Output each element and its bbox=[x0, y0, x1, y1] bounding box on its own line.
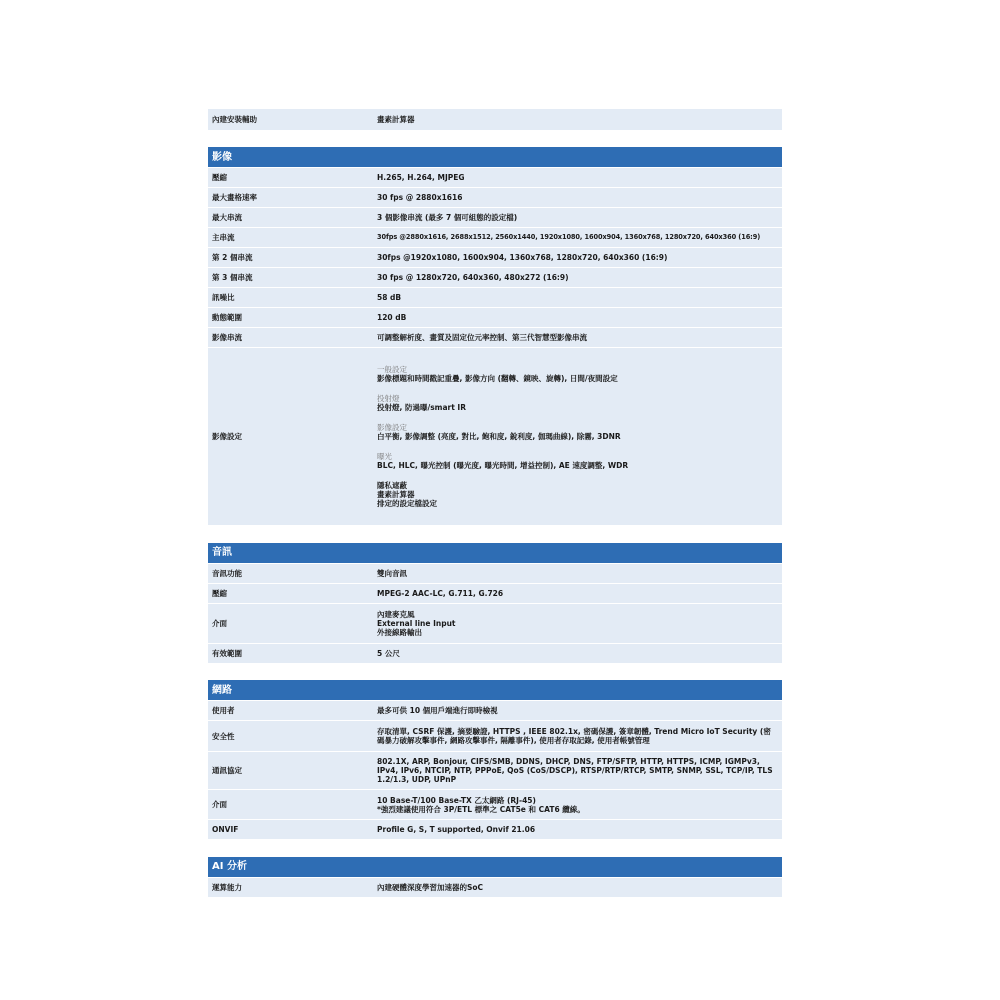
sub-value: 內建麥克風 bbox=[377, 609, 415, 619]
spec-row bbox=[208, 188, 782, 208]
spec-value bbox=[373, 790, 782, 820]
spec-value: 3 個影像串流 (最多 7 個可組態的設定檔) bbox=[373, 208, 782, 228]
sub-value: 排定的設定檔設定 bbox=[377, 499, 437, 508]
spec-key: 影像串流 bbox=[208, 328, 373, 348]
sub-value: 影像標題和時間戳記重疊, 影像方向 (翻轉、鏡映、旋轉), 日間/夜間設定 bbox=[377, 374, 618, 383]
spec-key: 介面 bbox=[208, 790, 373, 820]
sub-value: *強烈建議使用符合 3P/ETL 標準之 CAT5e 和 CAT6 纜線。 bbox=[377, 804, 585, 814]
spec-key: 第 3 個串流 bbox=[208, 268, 373, 288]
spec-key: 動態範圍 bbox=[208, 308, 373, 328]
spec-row bbox=[208, 701, 782, 721]
spec-row bbox=[208, 328, 782, 348]
spec-key: 音訊功能 bbox=[208, 563, 373, 583]
sub-label: 投射燈 bbox=[377, 394, 400, 403]
spec-value: 存取清單, CSRF 保護, 摘要驗證, HTTPS , IEEE 802.1x, 密碼保護, 簽章韌體, Trend Micro IoT Security (密碼暴力破解攻擊事件, 網路攻擊事件, 隔離事件), 使用者存取記錄, 使用者帳號管理 bbox=[373, 721, 782, 752]
sub-value: 白平衡, 影像調整 (亮度, 對比, 飽和度, 銳利度, 伽瑪曲線), 除霧, 3DNR bbox=[377, 432, 621, 441]
spec-value: 畫素計算器 bbox=[373, 109, 782, 130]
spec-value: 30 fps @ 2880x1616 bbox=[373, 188, 782, 208]
spec-row bbox=[208, 877, 782, 897]
sub-label: 影像設定 bbox=[377, 423, 407, 432]
spec-key: 第 2 個串流 bbox=[208, 248, 373, 268]
spec-row bbox=[208, 721, 782, 752]
spec-row bbox=[208, 820, 782, 840]
section-title: 影像 bbox=[208, 147, 782, 168]
spec-value: 58 dB bbox=[373, 288, 782, 308]
spec-value bbox=[373, 603, 782, 643]
spec-sheet bbox=[208, 109, 782, 898]
spec-row bbox=[208, 583, 782, 603]
spec-value: 30 fps @ 1280x720, 640x360, 480x272 (16:9) bbox=[373, 268, 782, 288]
spec-value: 雙向音訊 bbox=[373, 563, 782, 583]
spec-key: 介面 bbox=[208, 603, 373, 643]
section-title: 網路 bbox=[208, 680, 782, 701]
spec-key: 影像設定 bbox=[208, 348, 373, 526]
spec-key: 壓縮 bbox=[208, 583, 373, 603]
sub-value: 畫素計算器 bbox=[377, 490, 415, 499]
spec-value: Profile G, S, T supported, Onvif 21.06 bbox=[373, 820, 782, 840]
spec-key: 內建安裝輔助 bbox=[208, 109, 373, 130]
spec-row bbox=[208, 790, 782, 820]
spec-value: 可調整解析度、畫質及固定位元率控制、第三代智慧型影像串流 bbox=[373, 328, 782, 348]
spec-key: 有效範圍 bbox=[208, 643, 373, 663]
section-header-network bbox=[208, 680, 782, 701]
spec-value: 內建硬體深度學習加速器的SoC bbox=[373, 877, 782, 897]
spec-row-install-aid bbox=[208, 109, 782, 130]
spec-row bbox=[208, 603, 782, 643]
spec-key: 使用者 bbox=[208, 701, 373, 721]
spec-value: 120 dB bbox=[373, 308, 782, 328]
spec-value: 802.1X, ARP, Bonjour, CIFS/SMB, DDNS, DHCP, DNS, FTP/SFTP, HTTP, HTTPS, ICMP, IGMPv3, IPv4, IPv6, NTCIP, NTP, PPPoE, QoS (CoS/DSCP), RTSP/RTP/RTCP, SMTP, SNMP, SSL, TCP/IP, TLS 1.2/1.3, UDP, UPnP bbox=[373, 752, 782, 790]
spec-row bbox=[208, 308, 782, 328]
spec-row bbox=[208, 288, 782, 308]
spec-value: 5 公尺 bbox=[373, 643, 782, 663]
spec-key: ONVIF bbox=[208, 820, 373, 840]
sub-value: 10 Base-T/100 Base-TX 乙太網路 (RJ-45) bbox=[377, 795, 536, 805]
sub-label: 曝光 bbox=[377, 452, 392, 461]
spec-row bbox=[208, 168, 782, 188]
spec-row bbox=[208, 228, 782, 248]
section-title: 音訊 bbox=[208, 543, 782, 564]
spec-key: 訊噪比 bbox=[208, 288, 373, 308]
spec-key: 最大串流 bbox=[208, 208, 373, 228]
spec-value: 最多可供 10 個用戶端進行即時檢視 bbox=[373, 701, 782, 721]
section-header-video bbox=[208, 147, 782, 168]
spec-value: 30fps @1920x1080, 1600x904, 1360x768, 1280x720, 640x360 (16:9) bbox=[373, 248, 782, 268]
spec-key: 安全性 bbox=[208, 721, 373, 752]
section-header-audio bbox=[208, 543, 782, 564]
spec-value: H.265, H.264, MJPEG bbox=[373, 168, 782, 188]
section-header-ai bbox=[208, 857, 782, 878]
spec-value bbox=[373, 348, 782, 526]
spec-row bbox=[208, 268, 782, 288]
spec-value: MPEG-2 AAC-LC, G.711, G.726 bbox=[373, 583, 782, 603]
spec-key: 最大畫格速率 bbox=[208, 188, 373, 208]
sub-value: BLC, HLC, 曝光控制 (曝光度, 曝光時間, 增益控制), AE 速度調整, WDR bbox=[377, 461, 629, 470]
spec-key: 運算能力 bbox=[208, 877, 373, 897]
spec-key: 壓縮 bbox=[208, 168, 373, 188]
spec-key: 通訊協定 bbox=[208, 752, 373, 790]
spec-value: 30fps @2880x1616, 2688x1512, 2560x1440, 1920x1080, 1600x904, 1360x768, 1280x720, 640x360 (16:9) bbox=[373, 228, 782, 248]
spec-key: 主串流 bbox=[208, 228, 373, 248]
sub-value: 投射燈, 防過曝/smart IR bbox=[377, 403, 466, 412]
spec-row bbox=[208, 643, 782, 663]
spec-row bbox=[208, 752, 782, 790]
sub-value: External line Input bbox=[377, 618, 456, 628]
sub-value: 外接線路輸出 bbox=[377, 627, 422, 637]
sub-value: 隱私遮蔽 bbox=[377, 481, 407, 490]
spec-row bbox=[208, 563, 782, 583]
sub-label: 一般設定 bbox=[377, 365, 407, 374]
section-title: AI 分析 bbox=[208, 857, 782, 878]
spec-row-image-settings bbox=[208, 348, 782, 526]
spec-row bbox=[208, 248, 782, 268]
spec-row bbox=[208, 208, 782, 228]
